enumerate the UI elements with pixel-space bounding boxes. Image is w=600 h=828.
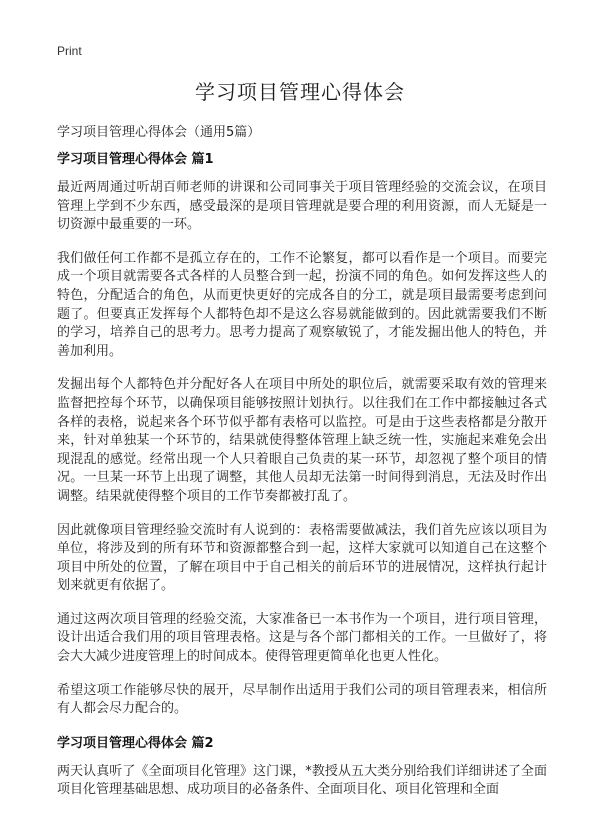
section-1	[57, 150, 547, 719]
paragraph: 发掘出每个人都特色并分配好各人在项目中所处的职位后，就需要采取有效的管理来监督把控每个环节，以确保项目能够按照计划执行。以往我们在工作中都接触过各式各样的表格，说起来各个环节似乎都有表格可以监控。可是由于这些表格都是分散开来，针对单独某一个环节的，结果就使得整体管理上缺乏统一性，实施起来难免会出现混乱的感觉。经常出现一个人只着眼自己负责的某一环节，却忽视了整个项目的情况。一旦某一环节上出现了调整，其他人员却无法第一时间得到消息，无法及时作出调整。结果就使得整个项目的工作节奏都被打乱了。	[57, 377, 547, 504]
document-title: 学习项目管理心得体会	[195, 80, 405, 104]
section-heading: 学习项目管理心得体会 篇2	[57, 735, 214, 751]
paragraph: 希望这项工作能够尽快的展开，尽早制作出适用于我们公司的项目管理表来，相信所有人都会尽力配合的。	[57, 682, 547, 717]
paragraph: 通过这两次项目管理的经验交流，大家准备已一本书作为一个项目，进行项目管理，设计出适合我们用的项目管理表格。这是与各个部门都相关的工作。一旦做好了，将会大大减少进度管理上的时间成本。使得管理更简单化也更人性化。	[57, 611, 547, 665]
document-body	[57, 150, 547, 815]
section-heading: 学习项目管理心得体会 篇1	[57, 152, 214, 167]
document-subtitle: 学习项目管理心得体会（通用5篇）	[57, 125, 261, 140]
paragraph: 最近两周通过听胡百师老师的讲课和公司同事关于项目管理经验的交流会议，在项目管理上学到不少东西，感受最深的是项目管理就是要合理的利用资源，而人无疑是一切资源中最重要的一环。	[57, 180, 547, 233]
paragraph: 因此就像项目管理经验交流时有人说到的：表格需要做减法，我们首先应该以项目为单位，将涉及到的所有环节和资源都整合到一起，这样大家就可以知道自己在这整个项目中所处的位置，了解在项目中于自己相关的前后环节的进展情况，这样执行起计划来就更有依据了。	[57, 522, 547, 594]
paragraph: 我们做任何工作都不是孤立存在的，工作不论繁复，都可以看作是一个项目。而要完成一个项目就需要各式各样的人员整合到一起，扮演不同的角色。如何发挥这些人的特色，分配适合的角色，从而更快更好的完成各自的分工，就是项目最需要考虑到问题了。但要真正发挥每个人都特色却不是这么容易就能做到的。因此就需要我们不断的学习，培养自己的思考力。思考力提高了观察敏锐了，才能发掘出他人的特色，并善加利用。	[57, 250, 547, 359]
paragraph: 两天认真听了《全面项目化管理》这门课，*教授从五大类分别给我们详细讲述了全面项目化管理基础思想、成功项目的必备条件、全面项目化、项目化管理和全面	[57, 763, 547, 798]
section-2	[57, 734, 547, 800]
print-link[interactable]: Print	[57, 44, 82, 58]
